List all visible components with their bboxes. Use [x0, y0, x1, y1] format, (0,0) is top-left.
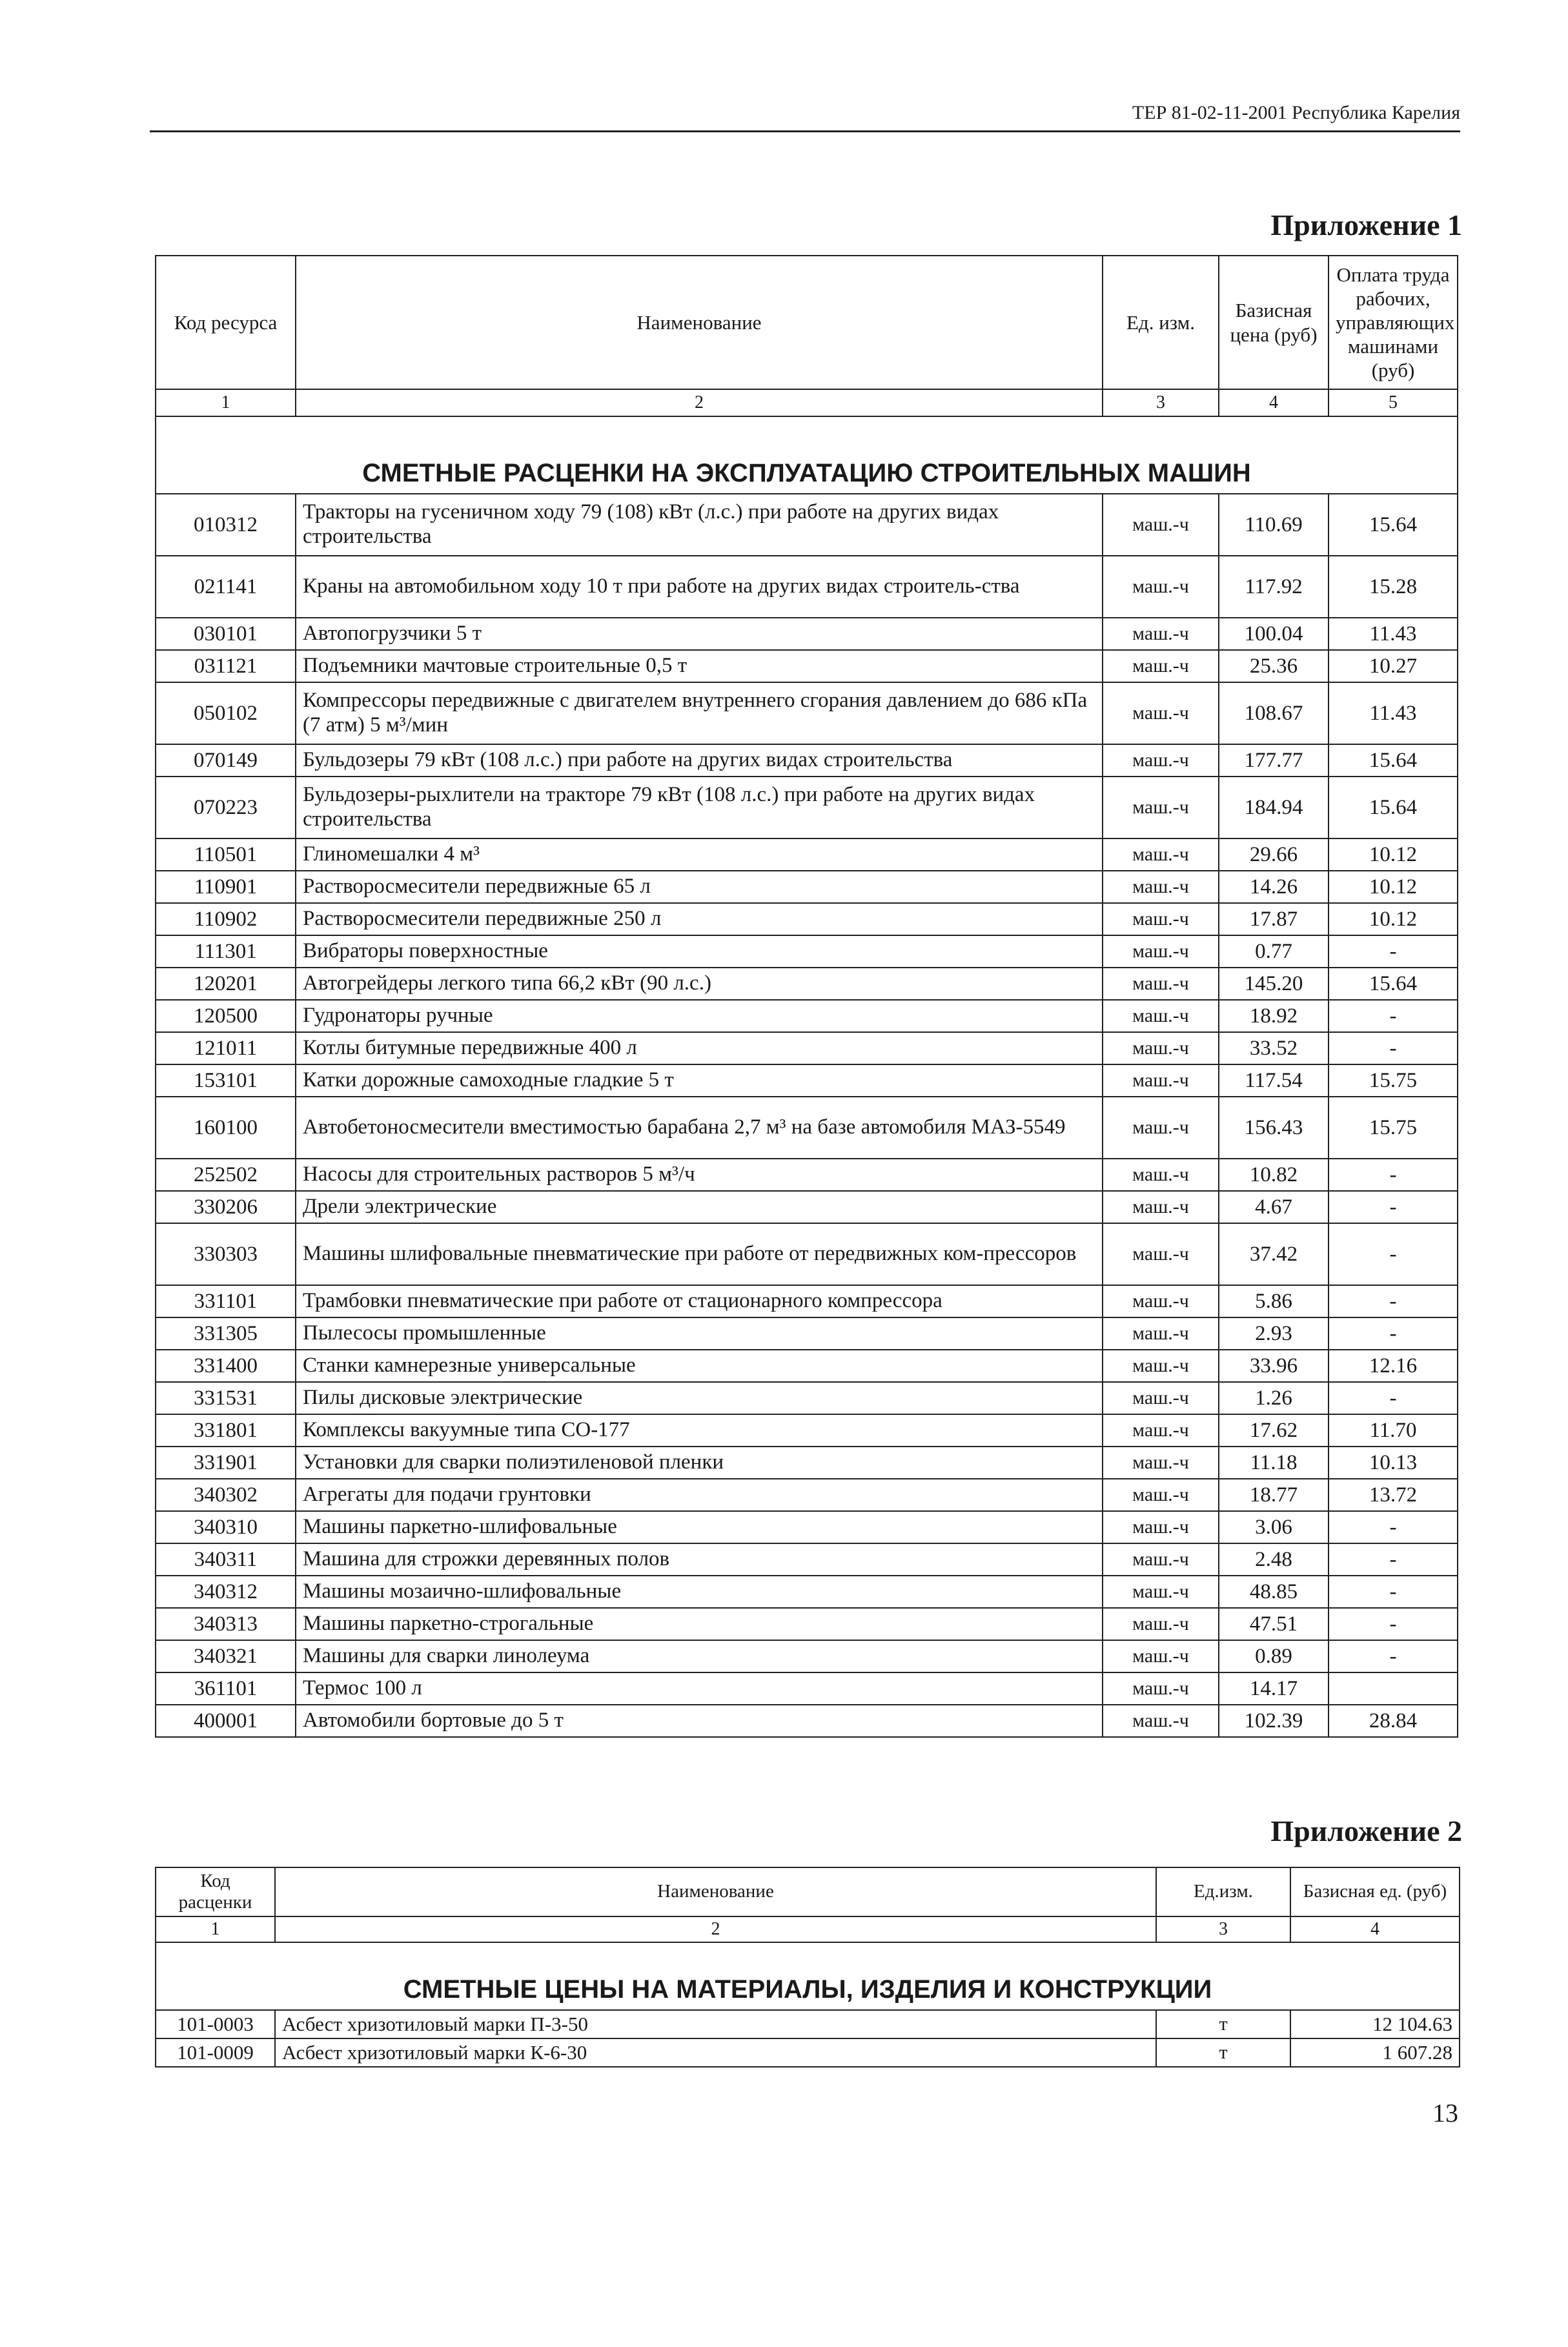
column-header-unit: Ед.изм.: [1156, 1867, 1290, 1916]
unit-cell: маш.-ч: [1103, 777, 1219, 838]
table-row: [156, 1414, 1458, 1447]
column-header-labor: Оплата труда рабочих, управляющих машинами (руб): [1329, 256, 1458, 389]
resource-code: 340312: [156, 1576, 296, 1608]
resource-name: Пилы дисковые электрические: [296, 1382, 1103, 1414]
section-header-row: [156, 416, 1458, 494]
table-row: [156, 968, 1458, 1000]
price-cell: 33.96: [1219, 1350, 1329, 1382]
price-cell: 10.82: [1219, 1159, 1329, 1191]
unit-cell: т: [1156, 2010, 1290, 2038]
table-row: [156, 777, 1458, 838]
resource-code: 340313: [156, 1608, 296, 1640]
document-header: ТЕР 81-02-11-2001 Республика Карелия: [150, 102, 1460, 132]
table-row: [156, 838, 1458, 871]
table-row: [156, 1097, 1458, 1159]
labor-cost-cell: 15.64: [1329, 968, 1458, 1000]
appendix-1-title: Приложение 1: [1270, 208, 1462, 241]
unit-cell: т: [1156, 2038, 1290, 2067]
unit-cell: маш.-ч: [1103, 1064, 1219, 1097]
labor-cost-cell: 15.64: [1329, 744, 1458, 777]
resource-code: 050102: [156, 682, 296, 744]
column-number: 2: [275, 1916, 1156, 1942]
labor-cost-cell: -: [1329, 1640, 1458, 1672]
table-row: [156, 1705, 1458, 1737]
resource-code: 111301: [156, 935, 296, 968]
column-number: 1: [156, 1916, 275, 1942]
table-row: [156, 1350, 1458, 1382]
resource-code: 331400: [156, 1350, 296, 1382]
resource-code: 010312: [156, 494, 296, 556]
resource-code: 340311: [156, 1543, 296, 1576]
labor-cost-cell: -: [1329, 935, 1458, 968]
resource-code: 331531: [156, 1382, 296, 1414]
table-row: [156, 1672, 1458, 1705]
resource-name: Вибраторы поверхностные: [296, 935, 1103, 968]
price-cell: 102.39: [1219, 1705, 1329, 1737]
unit-cell: маш.-ч: [1103, 1000, 1219, 1032]
resource-code: 021141: [156, 556, 296, 618]
resource-name: Агрегаты для подачи грунтовки: [296, 1479, 1103, 1511]
price-cell: 177.77: [1219, 744, 1329, 777]
resource-code: 331801: [156, 1414, 296, 1447]
unit-cell: маш.-ч: [1103, 1576, 1219, 1608]
resource-name: Тракторы на гусеничном ходу 79 (108) кВт (л.с.) при работе на других видах строительства: [296, 494, 1103, 556]
resource-code: 120500: [156, 1000, 296, 1032]
column-header-code: Код ресурса: [156, 256, 296, 389]
table-row: [156, 1285, 1458, 1317]
column-header-name: Наименование: [275, 1867, 1156, 1916]
labor-cost-cell: -: [1329, 1511, 1458, 1543]
resource-code: 110501: [156, 838, 296, 871]
unit-cell: маш.-ч: [1103, 1191, 1219, 1223]
resource-name: Котлы битумные передвижные 400 л: [296, 1032, 1103, 1064]
table-row: [156, 1640, 1458, 1672]
table-row: [156, 682, 1458, 744]
price-cell: 18.92: [1219, 1000, 1329, 1032]
price-cell: 11.18: [1219, 1447, 1329, 1479]
appendix-2-title: Приложение 2: [1270, 1814, 1462, 1847]
resource-name: Катки дорожные самоходные гладкие 5 т: [296, 1064, 1103, 1097]
resource-code: 070149: [156, 744, 296, 777]
price-cell: 4.67: [1219, 1191, 1329, 1223]
table-row: [156, 1000, 1458, 1032]
price-cell: 25.36: [1219, 650, 1329, 682]
resource-name: Станки камнерезные универсальные: [296, 1350, 1103, 1382]
resource-name: Гудронаторы ручные: [296, 1000, 1103, 1032]
unit-cell: маш.-ч: [1103, 618, 1219, 650]
labor-cost-cell: 15.28: [1329, 556, 1458, 618]
column-header-name: Наименование: [296, 256, 1103, 389]
table-header-row: [156, 1867, 1460, 1916]
resource-name: Компрессоры передвижные с двигателем внутреннего сгорания давлением до 686 кПа (7 атм) 5 м³/мин: [296, 682, 1103, 744]
column-numbers-row: [156, 389, 1458, 416]
unit-cell: маш.-ч: [1103, 1447, 1219, 1479]
price-cell: 29.66: [1219, 838, 1329, 871]
resource-code: 340310: [156, 1511, 296, 1543]
labor-cost-cell: -: [1329, 1285, 1458, 1317]
section-title: СМЕТНЫЕ ЦЕНЫ НА МАТЕРИАЛЫ, ИЗДЕЛИЯ И КОНСТРУКЦИИ: [156, 1942, 1460, 2010]
unit-cell: маш.-ч: [1103, 1608, 1219, 1640]
unit-cell: маш.-ч: [1103, 968, 1219, 1000]
table-row: [156, 1608, 1458, 1640]
labor-cost-cell: 11.43: [1329, 618, 1458, 650]
unit-cell: маш.-ч: [1103, 1159, 1219, 1191]
column-number: 4: [1290, 1916, 1460, 1942]
resource-name: Машины паркетно-шлифовальные: [296, 1511, 1103, 1543]
labor-cost-cell: 10.12: [1329, 903, 1458, 935]
resource-name: Бульдозеры-рыхлители на тракторе 79 кВт (108 л.с.) при работе на других видах строительства: [296, 777, 1103, 838]
resource-code: 120201: [156, 968, 296, 1000]
labor-cost-cell: [1329, 1672, 1458, 1705]
labor-cost-cell: -: [1329, 1608, 1458, 1640]
labor-cost-cell: -: [1329, 1159, 1458, 1191]
price-cell: 14.26: [1219, 871, 1329, 903]
resource-code: 340302: [156, 1479, 296, 1511]
unit-cell: маш.-ч: [1103, 935, 1219, 968]
column-number: 5: [1329, 389, 1458, 416]
unit-cell: маш.-ч: [1103, 1223, 1219, 1285]
labor-cost-cell: -: [1329, 1032, 1458, 1064]
price-cell: 14.17: [1219, 1672, 1329, 1705]
labor-cost-cell: 10.12: [1329, 838, 1458, 871]
resource-name: Глиномешалки 4 м³: [296, 838, 1103, 871]
resource-code: 070223: [156, 777, 296, 838]
price-cell: 48.85: [1219, 1576, 1329, 1608]
unit-cell: маш.-ч: [1103, 1350, 1219, 1382]
price-cell: 3.06: [1219, 1511, 1329, 1543]
table-row: [156, 903, 1458, 935]
table-row: [156, 1032, 1458, 1064]
unit-cell: маш.-ч: [1103, 744, 1219, 777]
resource-code: 330303: [156, 1223, 296, 1285]
resource-code: 110901: [156, 871, 296, 903]
table-row: [156, 744, 1458, 777]
resource-code: 252502: [156, 1159, 296, 1191]
labor-cost-cell: -: [1329, 1317, 1458, 1350]
column-number: 3: [1156, 1916, 1290, 1942]
column-number: 4: [1219, 389, 1329, 416]
labor-cost-cell: 11.70: [1329, 1414, 1458, 1447]
resource-name: Трамбовки пневматические при работе от стационарного компрессора: [296, 1285, 1103, 1317]
column-header-price: Базисная ед. (руб): [1290, 1867, 1460, 1916]
resource-code: 331305: [156, 1317, 296, 1350]
resource-name: Автопогрузчики 5 т: [296, 618, 1103, 650]
price-cell: 117.92: [1219, 556, 1329, 618]
materials-prices-table: [155, 1867, 1460, 2068]
unit-cell: маш.-ч: [1103, 1032, 1219, 1064]
labor-cost-cell: -: [1329, 1382, 1458, 1414]
unit-cell: маш.-ч: [1103, 1479, 1219, 1511]
resource-name: Краны на автомобильном ходу 10 т при работе на других видах строитель-ства: [296, 556, 1103, 618]
resource-name: Комплексы вакуумные типа СО-177: [296, 1414, 1103, 1447]
rate-code: 101-0003: [156, 2010, 275, 2038]
labor-cost-cell: 11.43: [1329, 682, 1458, 744]
machines-rates-table: [155, 255, 1458, 1738]
table-row: [156, 1447, 1458, 1479]
price-cell: 110.69: [1219, 494, 1329, 556]
resource-name: Автобетоносмесители вместимостью барабана 2,7 м³ на базе автомобиля МАЗ-5549: [296, 1097, 1103, 1159]
resource-code: 110902: [156, 903, 296, 935]
resource-name: Термос 100 л: [296, 1672, 1103, 1705]
unit-cell: маш.-ч: [1103, 1097, 1219, 1159]
unit-cell: маш.-ч: [1103, 1705, 1219, 1737]
price-cell: 12 104.63: [1290, 2010, 1460, 2038]
column-header-unit: Ед. изм.: [1103, 256, 1219, 389]
resource-name: Пылесосы промышленные: [296, 1317, 1103, 1350]
price-cell: 37.42: [1219, 1223, 1329, 1285]
resource-name: Бульдозеры 79 кВт (108 л.с.) при работе на других видах строительства: [296, 744, 1103, 777]
resource-code: 400001: [156, 1705, 296, 1737]
table-row: [156, 650, 1458, 682]
table-row: [156, 1317, 1458, 1350]
resource-name: Автомобили бортовые до 5 т: [296, 1705, 1103, 1737]
price-cell: 17.87: [1219, 903, 1329, 935]
labor-cost-cell: 28.84: [1329, 1705, 1458, 1737]
price-cell: 33.52: [1219, 1032, 1329, 1064]
labor-cost-cell: -: [1329, 1543, 1458, 1576]
labor-cost-cell: -: [1329, 1191, 1458, 1223]
table-row: [156, 1223, 1458, 1285]
unit-cell: маш.-ч: [1103, 650, 1219, 682]
table-row: [156, 1191, 1458, 1223]
rate-code: 101-0009: [156, 2038, 275, 2067]
unit-cell: маш.-ч: [1103, 838, 1219, 871]
table-row: [156, 1159, 1458, 1191]
column-numbers-row: [156, 1916, 1460, 1942]
table-row: [156, 1064, 1458, 1097]
labor-cost-cell: 10.27: [1329, 650, 1458, 682]
unit-cell: маш.-ч: [1103, 1285, 1219, 1317]
resource-name: Машина для строжки деревянных полов: [296, 1543, 1103, 1576]
section-title: СМЕТНЫЕ РАСЦЕНКИ НА ЭКСПЛУАТАЦИЮ СТРОИТЕЛЬНЫХ МАШИН: [156, 416, 1458, 494]
table-row: [156, 1382, 1458, 1414]
resource-name: Насосы для строительных растворов 5 м³/ч: [296, 1159, 1103, 1191]
column-number: 1: [156, 389, 296, 416]
resource-name: Подъемники мачтовые строительные 0,5 т: [296, 650, 1103, 682]
unit-cell: маш.-ч: [1103, 1640, 1219, 1672]
price-cell: 100.04: [1219, 618, 1329, 650]
column-number: 2: [296, 389, 1103, 416]
table-row: [156, 2010, 1460, 2038]
resource-name: Растворосмесители передвижные 65 л: [296, 871, 1103, 903]
unit-cell: маш.-ч: [1103, 903, 1219, 935]
table-header-row: [156, 256, 1458, 389]
price-cell: 145.20: [1219, 968, 1329, 1000]
table-row: [156, 2038, 1460, 2067]
resource-name: Машины паркетно-строгальные: [296, 1608, 1103, 1640]
resource-code: 121011: [156, 1032, 296, 1064]
resource-code: 030101: [156, 618, 296, 650]
resource-code: 031121: [156, 650, 296, 682]
price-cell: 17.62: [1219, 1414, 1329, 1447]
resource-code: 330206: [156, 1191, 296, 1223]
unit-cell: маш.-ч: [1103, 1672, 1219, 1705]
unit-cell: маш.-ч: [1103, 1543, 1219, 1576]
labor-cost-cell: 15.75: [1329, 1097, 1458, 1159]
resource-code: 160100: [156, 1097, 296, 1159]
price-cell: 184.94: [1219, 777, 1329, 838]
unit-cell: маш.-ч: [1103, 1414, 1219, 1447]
column-header-code: Код расценки: [156, 1867, 275, 1916]
price-cell: 108.67: [1219, 682, 1329, 744]
unit-cell: маш.-ч: [1103, 871, 1219, 903]
section-header-row: [156, 1942, 1460, 2010]
price-cell: 47.51: [1219, 1608, 1329, 1640]
unit-cell: маш.-ч: [1103, 682, 1219, 744]
labor-cost-cell: -: [1329, 1223, 1458, 1285]
resource-code: 331101: [156, 1285, 296, 1317]
table-row: [156, 1543, 1458, 1576]
material-name: Асбест хризотиловый марки К-6-30: [275, 2038, 1156, 2067]
labor-cost-cell: -: [1329, 1576, 1458, 1608]
labor-cost-cell: 10.12: [1329, 871, 1458, 903]
unit-cell: маш.-ч: [1103, 1317, 1219, 1350]
labor-cost-cell: 10.13: [1329, 1447, 1458, 1479]
resource-code: 361101: [156, 1672, 296, 1705]
price-cell: 18.77: [1219, 1479, 1329, 1511]
resource-name: Машины мозаично-шлифовальные: [296, 1576, 1103, 1608]
labor-cost-cell: -: [1329, 1000, 1458, 1032]
resource-name: Дрели электрические: [296, 1191, 1103, 1223]
price-cell: 2.48: [1219, 1543, 1329, 1576]
price-cell: 0.77: [1219, 935, 1329, 968]
resource-name: Автогрейдеры легкого типа 66,2 кВт (90 л.с.): [296, 968, 1103, 1000]
table-row: [156, 494, 1458, 556]
page-number: 13: [1432, 2098, 1458, 2128]
column-header-price: Базисная цена (руб): [1219, 256, 1329, 389]
price-cell: 1.26: [1219, 1382, 1329, 1414]
unit-cell: маш.-ч: [1103, 1382, 1219, 1414]
resource-name: Машины для сварки линолеума: [296, 1640, 1103, 1672]
table-row: [156, 1576, 1458, 1608]
table-row: [156, 556, 1458, 618]
table-row: [156, 1511, 1458, 1543]
resource-name: Растворосмесители передвижные 250 л: [296, 903, 1103, 935]
price-cell: 156.43: [1219, 1097, 1329, 1159]
resource-name: Машины шлифовальные пневматические при работе от передвижных ком-прессоров: [296, 1223, 1103, 1285]
resource-name: Установки для сварки полиэтиленовой пленки: [296, 1447, 1103, 1479]
labor-cost-cell: 12.16: [1329, 1350, 1458, 1382]
price-cell: 2.93: [1219, 1317, 1329, 1350]
labor-cost-cell: 15.64: [1329, 494, 1458, 556]
price-cell: 0.89: [1219, 1640, 1329, 1672]
material-name: Асбест хризотиловый марки П-3-50: [275, 2010, 1156, 2038]
column-number: 3: [1103, 389, 1219, 416]
unit-cell: маш.-ч: [1103, 1511, 1219, 1543]
resource-code: 331901: [156, 1447, 296, 1479]
resource-code: 153101: [156, 1064, 296, 1097]
labor-cost-cell: 15.75: [1329, 1064, 1458, 1097]
resource-code: 340321: [156, 1640, 296, 1672]
table-row: [156, 618, 1458, 650]
price-cell: 1 607.28: [1290, 2038, 1460, 2067]
unit-cell: маш.-ч: [1103, 494, 1219, 556]
table-row: [156, 871, 1458, 903]
price-cell: 117.54: [1219, 1064, 1329, 1097]
price-cell: 5.86: [1219, 1285, 1329, 1317]
unit-cell: маш.-ч: [1103, 556, 1219, 618]
table-row: [156, 1479, 1458, 1511]
labor-cost-cell: 15.64: [1329, 777, 1458, 838]
labor-cost-cell: 13.72: [1329, 1479, 1458, 1511]
table-row: [156, 935, 1458, 968]
